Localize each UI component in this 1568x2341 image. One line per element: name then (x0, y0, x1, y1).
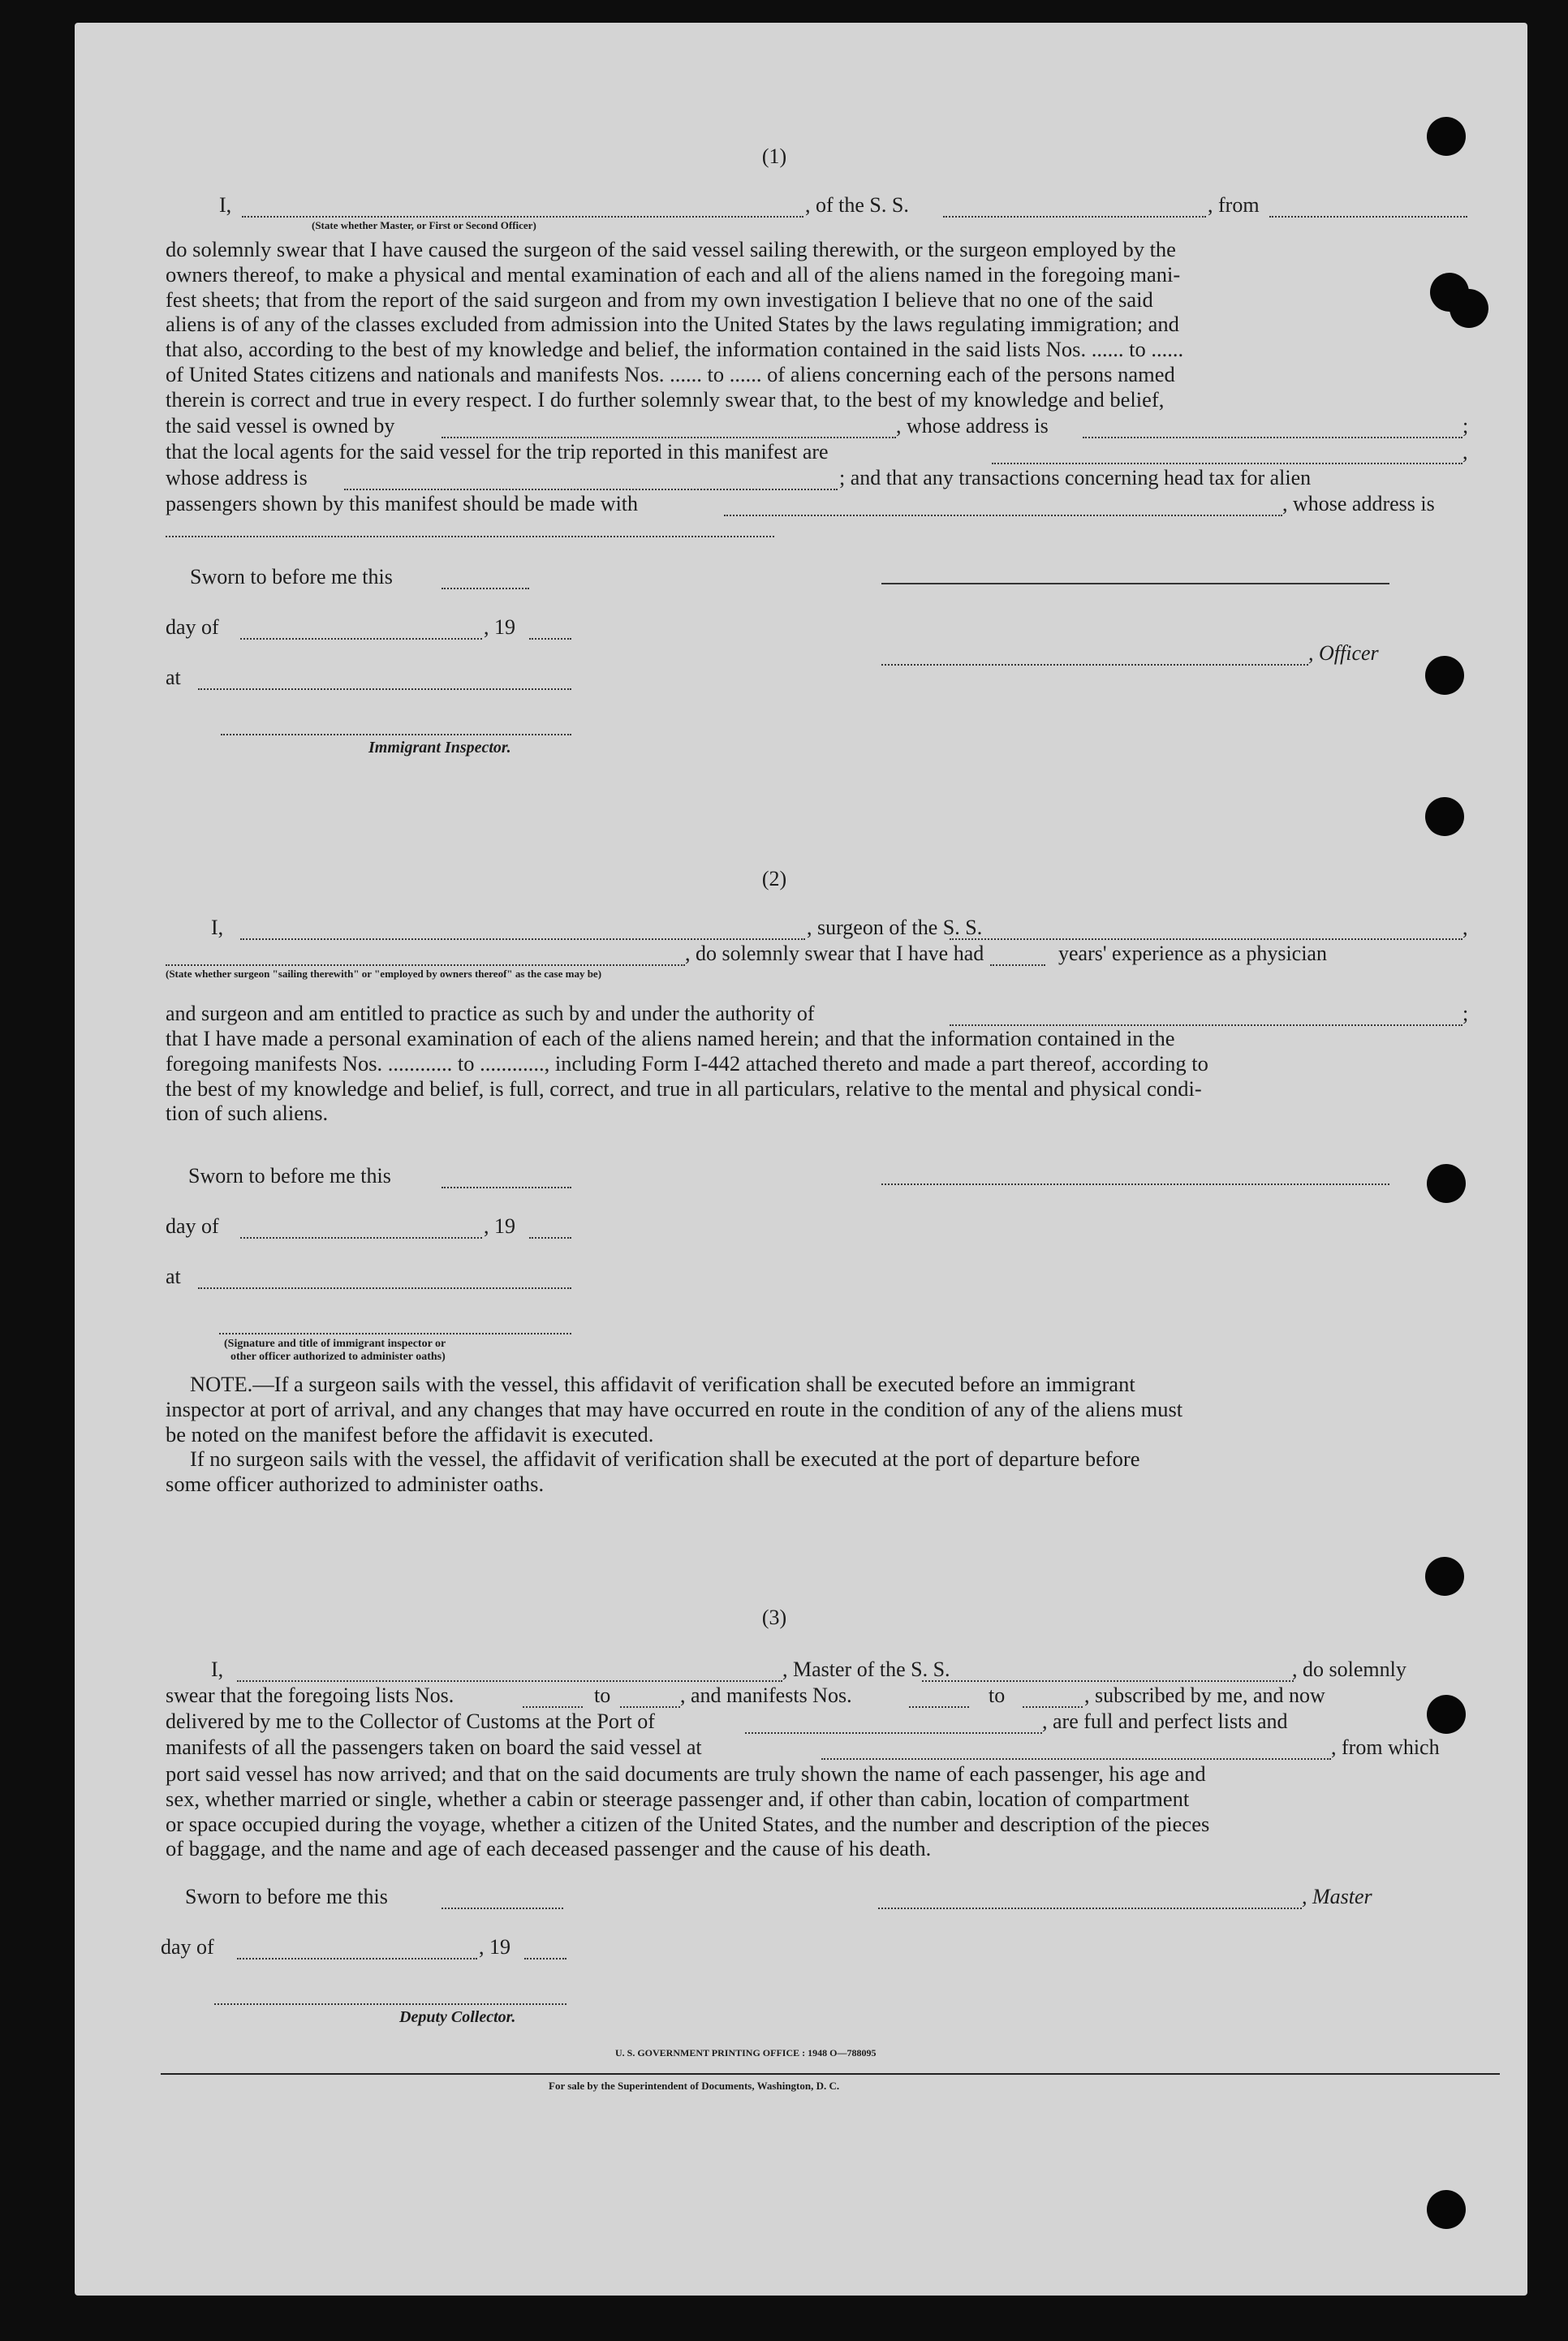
s2-sig-caption: other officer authorized to administer oaths) (230, 1351, 446, 1363)
s3-master-signature-field[interactable] (878, 1908, 1302, 1909)
gpo-imprint: U. S. GOVERNMENT PRINTING OFFICE : 1948 O—788095 (615, 2047, 877, 2059)
s2-years-label: years' experience as a physician (1058, 942, 1327, 965)
s2-note (166, 1372, 1469, 1497)
s2-inspector-signature-field[interactable] (219, 1333, 571, 1334)
s2-year-label: , 19 (484, 1214, 515, 1238)
s1-day-field[interactable] (240, 638, 482, 640)
s2-note-line: If no surgeon sails with the vessel, the affidavit of verification shall be executed at the port of departure before (190, 1446, 1140, 1472)
s1-semicolon: ; (1462, 414, 1469, 438)
s3-master-ss-label: , Master of the S. S. (782, 1658, 950, 1681)
s1-owner-field[interactable] (442, 437, 896, 438)
s1-inspector-signature-field[interactable] (221, 734, 571, 735)
s1-vessel-field[interactable] (943, 216, 1206, 218)
s2-body-line: foregoing manifests Nos. ............ to ............, including Form I-442 attached thereto and made a part thereof, according to (166, 1050, 1208, 1076)
punch-hole-icon (1425, 797, 1464, 836)
s3-manifests-all-label: manifests of all the passengers taken on board the said vessel at (166, 1735, 702, 1759)
s2-note-line: NOTE.—If a surgeon sails with the vessel, this affidavit of verification shall be executed before an immigrant (190, 1372, 1135, 1396)
s1-officer-caption: (State whether Master, or First or Second Officer) (312, 219, 536, 231)
s3-body-line: or space occupied during the voyage, whether a citizen of the United States, and the number and description of the pieces (166, 1811, 1210, 1836)
s1-sworn-field[interactable] (442, 588, 529, 589)
s1-inspector-label: Immigrant Inspector. (368, 739, 511, 757)
s2-surgeon-type-field[interactable] (166, 964, 685, 966)
s2-sworn-field[interactable] (442, 1187, 571, 1188)
s3-port-field[interactable] (745, 1732, 1042, 1734)
s2-note-line: inspector at port of arrival, and any changes that may have occurred en route in the condition of any of the aliens must (166, 1396, 1183, 1421)
s3-collector-label: delivered by me to the Collector of Customs at the Port of (166, 1709, 655, 1733)
s3-i-label: I, (211, 1658, 224, 1681)
s3-to-label-2: to (989, 1684, 1006, 1707)
s1-from-field[interactable] (1269, 216, 1467, 218)
s1-at-field[interactable] (198, 688, 571, 690)
s1-of-ss-label: , of the S. S. (805, 193, 909, 217)
s1-whose-address-label: , whose address is (896, 414, 1049, 438)
s1-agents-address-field[interactable] (344, 489, 838, 490)
s3-sworn-label: Sworn to before me this (185, 1885, 388, 1908)
punch-hole-icon (1427, 117, 1466, 156)
s1-body-line: of United States citizens and nationals and manifests Nos. ...... to ...... of aliens concerning each of the persons named (166, 361, 1175, 386)
s3-lists-label: swear that the foregoing lists Nos. (166, 1684, 454, 1707)
s2-vessel-field[interactable] (950, 938, 1462, 940)
s1-year-field[interactable] (529, 638, 571, 640)
s1-body-line: owners thereof, to make a physical and mental examination of each and all of the aliens named in the foregoing mani- (166, 261, 1181, 287)
s1-sworn-label: Sworn to before me this (190, 565, 393, 588)
s3-collector-signature-field[interactable] (214, 2003, 566, 2005)
s3-day-field[interactable] (237, 1958, 477, 1959)
s1-whose-address-label-3: , whose address is (1282, 492, 1435, 515)
s3-subscribed-label: , subscribed by me, and now (1084, 1684, 1325, 1707)
s2-sig-caption: (Signature and title of immigrant inspector or (224, 1338, 446, 1350)
s2-body-line: the best of my knowledge and belief, is full, correct, and true in all particulars, relative to the mental and physical condi- (166, 1076, 1202, 1101)
s1-officer-name-field[interactable] (242, 216, 803, 218)
s1-officer-label: , Officer (1308, 641, 1379, 665)
s1-officer-title-field[interactable] (881, 664, 1308, 666)
s2-i-label: I, (211, 916, 224, 939)
s3-year-field[interactable] (524, 1958, 566, 1959)
punch-hole-icon (1427, 2190, 1466, 2229)
s3-lists-to-field[interactable] (620, 1706, 680, 1708)
s3-sworn-field[interactable] (442, 1908, 563, 1909)
s3-manifests-from-field[interactable] (909, 1706, 969, 1708)
s3-year-label: , 19 (479, 1935, 510, 1959)
s2-comma: , (1462, 916, 1468, 939)
s3-lists-from-field[interactable] (523, 1706, 583, 1708)
s2-surgeon-ss-label: , surgeon of the S. S. (807, 916, 983, 939)
s2-surgeon-name-field[interactable] (240, 938, 805, 940)
s1-body-line: fest sheets; that from the report of the said surgeon and from my own investigation I believe that no one of the said (166, 287, 1153, 312)
s2-day-field[interactable] (240, 1237, 482, 1239)
footer-rule (161, 2073, 1500, 2075)
s1-whose-address-label-2: whose address is (166, 466, 308, 489)
s3-master-name-field[interactable] (237, 1680, 782, 1682)
s2-year-field[interactable] (529, 1237, 571, 1239)
s1-body-line: do solemnly swear that I have caused the surgeon of the said vessel sailing therewith, or the surgeon employed by the (166, 237, 1176, 261)
section-1-number: (1) (761, 144, 787, 168)
s1-body-line: therein is correct and true in every respect. I do further solemnly swear that, to the best of my knowledge and belief, (166, 386, 1165, 412)
s3-manifests-label: , and manifests Nos. (680, 1684, 852, 1707)
s3-boarding-port-field[interactable] (821, 1758, 1331, 1760)
s3-swear-label: , do solemnly (1292, 1658, 1406, 1681)
punch-hole-icon (1427, 1164, 1466, 1203)
s1-day-of-label: day of (166, 615, 219, 639)
s1-local-agents-label: that the local agents for the said vessel for the trip reported in this manifest are (166, 440, 829, 463)
s2-surgeon-signature-field[interactable] (881, 1183, 1389, 1185)
s1-at-label: at (166, 666, 181, 689)
s1-from-label: , from (1208, 193, 1260, 217)
s3-master-label: , Master (1302, 1885, 1372, 1908)
s3-day-of-label: day of (161, 1935, 214, 1959)
s2-sworn-label: Sworn to before me this (188, 1164, 391, 1188)
section-2-number: (2) (761, 867, 787, 890)
sale-notice: For sale by the Superintendent of Documents, Washington, D. C. (549, 2080, 840, 2092)
s2-at-field[interactable] (198, 1287, 571, 1289)
s3-to-label: to (594, 1684, 611, 1707)
s3-manifests-to-field[interactable] (1023, 1706, 1083, 1708)
s1-i-label: I, (219, 193, 232, 217)
s1-body (166, 237, 1469, 412)
s3-full-lists-label: , are full and perfect lists and (1042, 1709, 1288, 1733)
s1-head-tax-label: ; and that any transactions concerning head tax for alien (839, 466, 1312, 489)
s2-body-line: tion of such aliens. (166, 1101, 329, 1126)
s2-surgeon-caption: (State whether surgeon "sailing therewith" or "employed by owners thereof" as the case may be) (166, 968, 602, 980)
s2-authority-label: and surgeon and am entitled to practice as such by and under the authority of (166, 1002, 815, 1025)
s2-semicolon: ; (1462, 1002, 1469, 1025)
s2-note-line: be noted on the manifest before the affidavit is executed. (166, 1421, 654, 1446)
s1-year-label: , 19 (484, 615, 515, 639)
s3-from-which-label: , from which (1331, 1735, 1440, 1759)
s2-body (166, 1026, 1469, 1126)
s3-body-line: port said vessel has now arrived; and that on the said documents are truly shown the name of each passenger, his age and (166, 1761, 1206, 1786)
s2-note-line: some officer authorized to administer oaths. (166, 1472, 545, 1497)
section-3-number: (3) (761, 1606, 787, 1629)
s1-agents-field[interactable] (992, 463, 1462, 464)
s1-body-line: that also, according to the best of my knowledge and belief, the information contained in the said lists Nos. ...... to ...... (166, 337, 1184, 362)
s1-body-line: aliens is of any of the classes excluded from admission into the United States by the laws regulating immigration; and (166, 312, 1179, 337)
s1-passengers-label: passengers shown by this manifest should be made with (166, 492, 639, 515)
punch-hole-icon (1425, 656, 1464, 695)
s1-officer-signature-line[interactable] (881, 583, 1389, 584)
s1-comma: , (1462, 440, 1468, 463)
s1-owner-address-field[interactable] (1083, 437, 1462, 438)
s3-body-line: of baggage, and the name and age of each deceased passenger and the cause of his death. (166, 1836, 932, 1861)
form-page (75, 23, 1527, 2296)
s2-body-line: that I have made a personal examination of each of the aliens named herein; and that the information contained in the (166, 1026, 1175, 1050)
punch-hole-icon (1425, 1557, 1464, 1596)
s1-owned-by-label: the said vessel is owned by (166, 414, 395, 438)
s3-deputy-label: Deputy Collector. (399, 2008, 516, 2026)
s2-swear-label: , do solemnly swear that I have had (685, 942, 984, 965)
s3-body-line: sex, whether married or single, whether a cabin or steerage passenger and, if other than cabin, location of compartment (166, 1786, 1190, 1811)
s1-head-tax-agent-field[interactable] (724, 515, 1282, 516)
s2-day-of-label: day of (166, 1214, 219, 1238)
s3-vessel-field[interactable] (922, 1680, 1294, 1682)
punch-hole-icon (1427, 1695, 1466, 1734)
s3-body (166, 1761, 1469, 1861)
s2-at-label: at (166, 1265, 181, 1288)
s2-years-field[interactable] (990, 964, 1045, 966)
s1-head-tax-address-field[interactable] (166, 536, 774, 537)
